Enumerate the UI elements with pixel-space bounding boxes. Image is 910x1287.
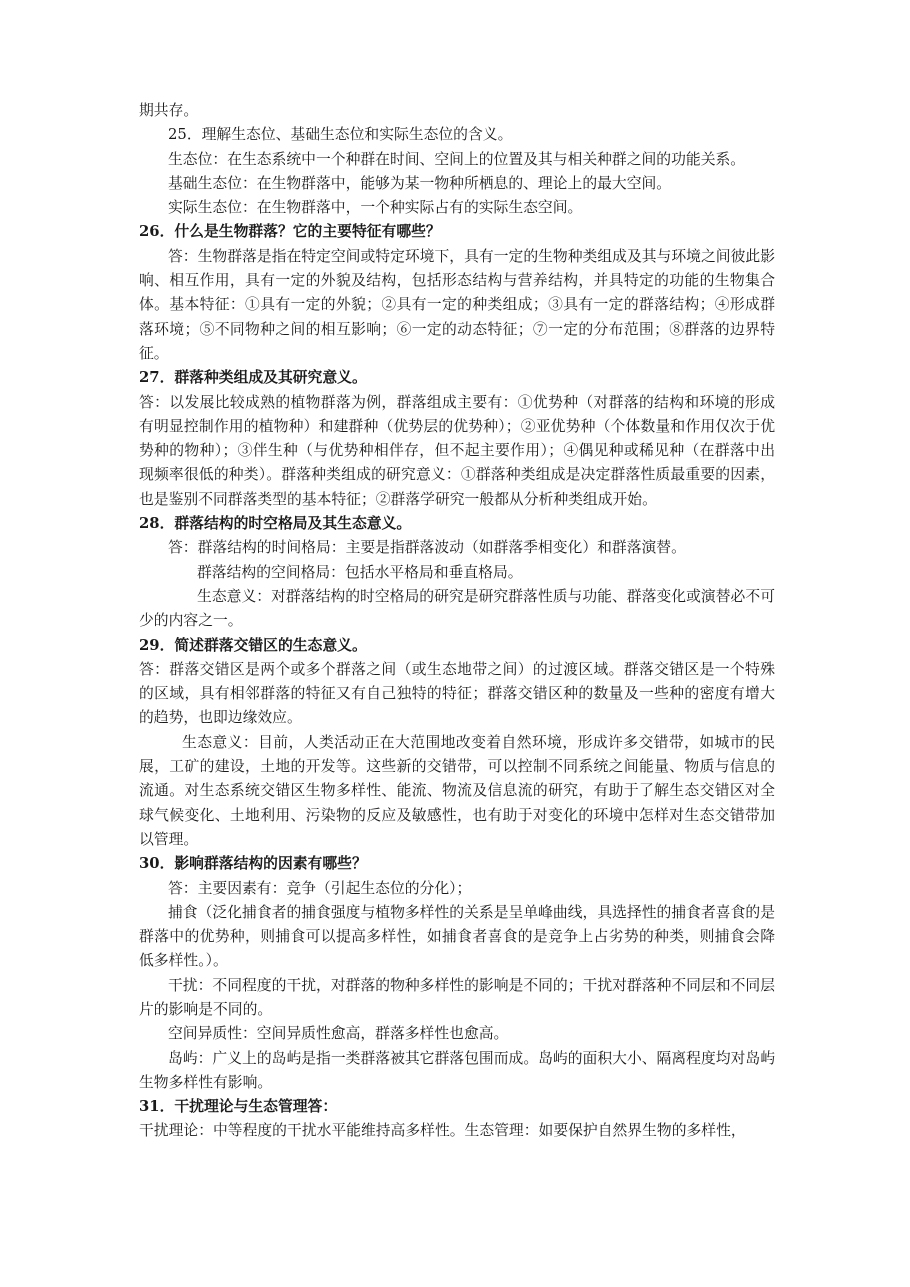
- question-26-heading: 26．什么是生物群落？它的主要特征有哪些？: [139, 223, 441, 241]
- answer-30-islands: 岛屿：广义上的岛屿是指一类群落被其它群落包围而成。岛屿的面积大小、隔离程度均对岛屿生物多样性有影响。: [139, 1049, 775, 1091]
- question-31-heading: 31．干扰理论与生态管理答：: [139, 1098, 338, 1116]
- item-25-title: 25．理解生态位、基础生态位和实际生态位的含义。: [168, 126, 513, 144]
- answer-26: 答：生物群落是指在特定空间或特定环境下，具有一定的生物种类组成及其与环境之间彼此影响、相互作用，具有一定的外貌及结构，包括形态结构与营养结构，并具特定的功能的生物集合体。基本特征：①具有一定的外貌；②具有一定的种类组成；③具有一定的群落结构；④形成群落环境；⑤不同物种之间的相互影响；⑥一定的动态特征；⑦一定的分布范围；⑧群落的边界特征。: [139, 247, 775, 362]
- answer-29-definition: 答：群落交错区是两个或多个群落之间（或生态地带之间）的过渡区域。群落交错区是一个特殊的区域，具有相邻群落的特征又有自己独特的特征；群落交错区种的数量及一些种的密度有增大的趋势，也即边缘效应。: [139, 660, 775, 727]
- question-28-heading: 28．群落结构的时空格局及其生态意义。: [139, 515, 412, 533]
- answer-30-predation: 捕食（泛化捕食者的捕食强度与植物多样性的关系是呈单峰曲线，具选择性的捕食者喜食的是群落中的优势种，则捕食可以提高多样性，如捕食者喜食的是竞争上占劣势的种类，则捕食会降低多样性。）。: [139, 903, 775, 970]
- document-page: [139, 99, 775, 1144]
- paragraph-continuation: 期共存。: [139, 102, 199, 119]
- answer-30-competition: 答：主要因素有：竞争（引起生态位的分化）；: [168, 879, 472, 897]
- answer-28-temporal: 答：群落结构的时间格局：主要是指群落波动（如群落季相变化）和群落演替。: [168, 539, 686, 557]
- answer-30-disturbance: 干扰：不同程度的干扰，对群落的物种多样性的影响是不同的；干扰对群落种不同层和不同层片的影响是不同的。: [139, 976, 775, 1018]
- fundamental-niche-definition: 基础生态位：在生物群落中，能够为某一物种所栖息的、理论上的最大空间。: [168, 174, 672, 192]
- question-30-heading: 30．影响群落结构的因素有哪些？: [139, 855, 367, 873]
- question-27-heading: 27．群落种类组成及其研究意义。: [139, 369, 367, 387]
- answer-28-spatial: 群落结构的空间格局：包括水平格局和垂直格局。: [197, 563, 523, 581]
- niche-definition: 生态位：在生态系统中一个种群在时间、空间上的位置及其与相关种群之间的功能关系。: [168, 150, 746, 168]
- answer-28-significance: 生态意义：对群落结构的时空格局的研究是研究群落性质与功能、群落变化或演替必不可少的内容之一。: [139, 587, 775, 630]
- answer-30-heterogeneity: 空间异质性：空间异质性愈高，群落多样性也愈高。: [168, 1025, 509, 1043]
- answer-31: 干扰理论：中等程度的干扰水平能维持高多样性。生态管理：如要保护自然界生物的多样性，: [139, 1122, 746, 1140]
- question-29-heading: 29．简述群落交错区的生态意义。: [139, 636, 367, 654]
- answer-29-significance: 生态意义：目前，人类活动正在大范围地改变着自然环境，形成许多交错带，如城市的民展，工矿的建设，土地的开发等。这些新的交错带，可以控制不同系统之间能量、物质与信息的流通。对生态系统交错区生物多样性、能流、物流及信息流的研究，有助于了解生态交错区对全球气候变化、土地利用、污染物的反应及敏感性，也有助于对变化的环境中怎样对生态交错带加以管理。: [139, 733, 775, 848]
- realized-niche-definition: 实际生态位：在生物群落中，一个种实际占有的实际生态空间。: [168, 199, 583, 217]
- answer-27: 答：以发展比较成熟的植物群落为例，群落组成主要有：①优势种（对群落的结构和环境的形成有明显控制作用的植物种）和建群种（优势层的优势种）；②亚优势种（个体数量和作用仅次于优势种的物种）；③伴生种（与优势种相伴存，但不起主要作用）；④偶见种或稀见种（在群落中出现频率很低的种类）。群落种类组成的研究意义：①群落种类组成是决定群落性质最重要的因素，也是鉴别不同群落类型的基本特征；②群落学研究一般都从分析种类组成开始。: [139, 393, 775, 508]
